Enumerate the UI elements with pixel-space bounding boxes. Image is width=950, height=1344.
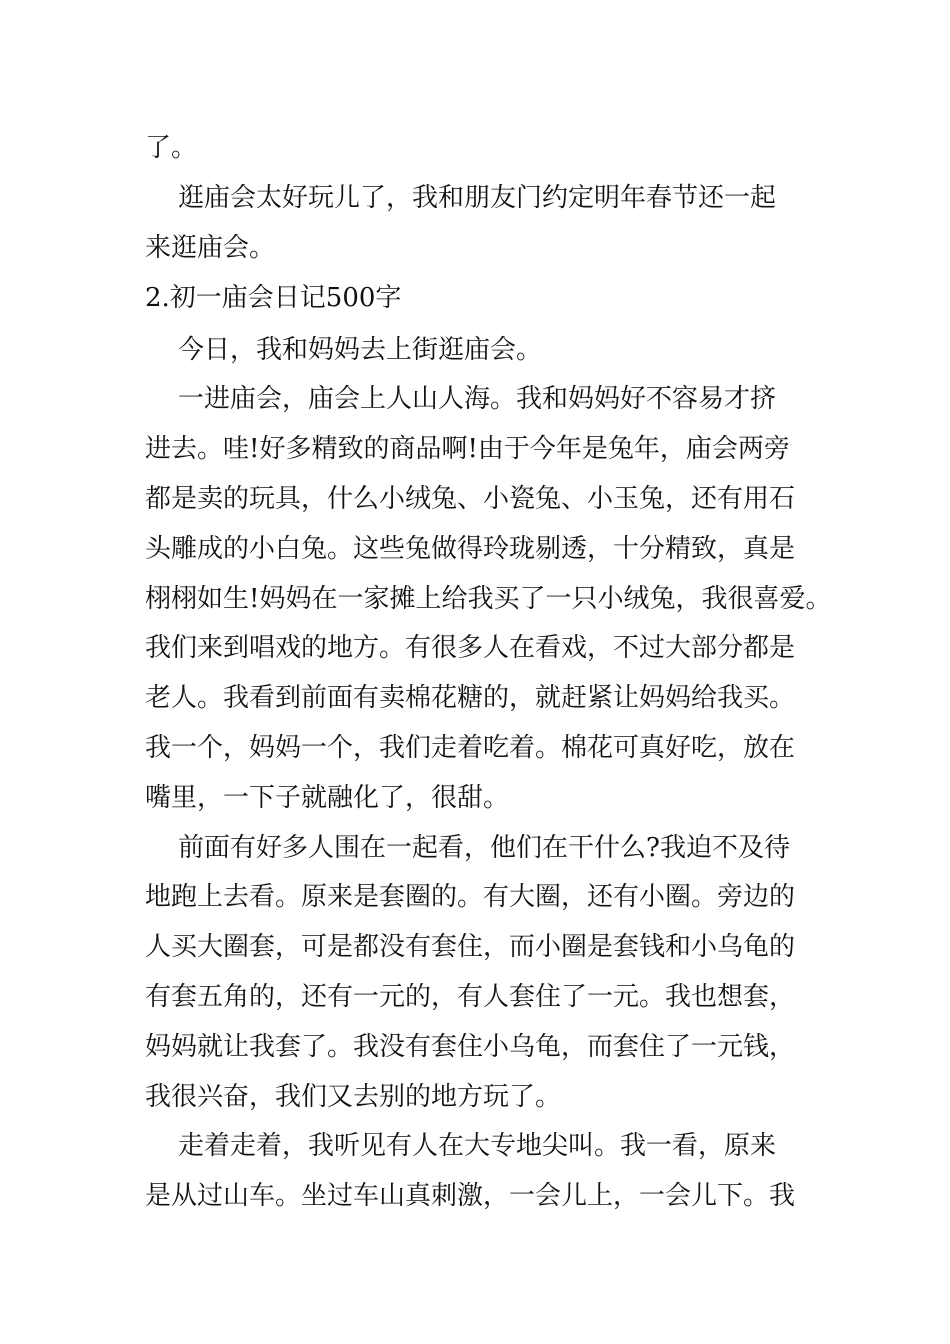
paragraph-line: 今日，我和妈妈去上街逛庙会。	[145, 335, 543, 365]
text-line: 都是卖的玩具，什么小绒兔、小瓷兔、小玉兔，还有用石	[145, 484, 796, 514]
text-line: 来逛庙会。	[145, 233, 276, 263]
text-line: 我们来到唱戏的地方。有很多人在看戏，不过大部分都是	[145, 633, 796, 663]
paragraph-line: 一进庙会，庙会上人山人海。我和妈妈好不容易才挤	[145, 384, 777, 414]
text-line: 有套五角的，还有一元的，有人套住了一元。我也想套，	[145, 982, 796, 1012]
text-line: 嘴里，一下子就融化了，很甜。	[145, 783, 510, 813]
text-line: 老人。我看到前面有卖棉花糖的，就赶紧让妈妈给我买。	[145, 683, 796, 713]
text-line: 了。	[145, 133, 198, 163]
text-line: 地跑上去看。原来是套圈的。有大圈，还有小圈。旁边的	[145, 882, 796, 912]
text-line: 是从过山车。坐过车山真刺激，一会儿上，一会儿下。我	[145, 1181, 796, 1211]
text-line: 头雕成的小白兔。这些兔做得玲珑剔透，十分精致，真是	[145, 534, 796, 564]
text-line: 我一个，妈妈一个，我们走着吃着。棉花可真好吃，放在	[145, 733, 796, 763]
paragraph-line: 前面有好多人围在一起看，他们在干什么?我迫不及待	[145, 833, 790, 863]
section-heading: 2.初一庙会日记500字	[145, 283, 402, 313]
text-line: 人买大圈套，可是都没有套住，而小圈是套钱和小乌龟的	[145, 932, 796, 962]
paragraph-line: 走着走着，我听见有人在大专地尖叫。我一看，原来	[145, 1131, 777, 1161]
paragraph-line: 逛庙会太好玩儿了，我和朋友门约定明年春节还一起	[145, 183, 777, 213]
text-line: 栩栩如生!妈妈在一家摊上给我买了一只小绒兔，我很喜爱。	[145, 584, 832, 614]
text-line: 进去。哇!好多精致的商品啊!由于今年是兔年，庙会两旁	[145, 434, 790, 464]
text-line: 我很兴奋，我们又去别的地方玩了。	[145, 1082, 562, 1112]
text-line: 妈妈就让我套了。我没有套住小乌龟，而套住了一元钱，	[145, 1032, 796, 1062]
